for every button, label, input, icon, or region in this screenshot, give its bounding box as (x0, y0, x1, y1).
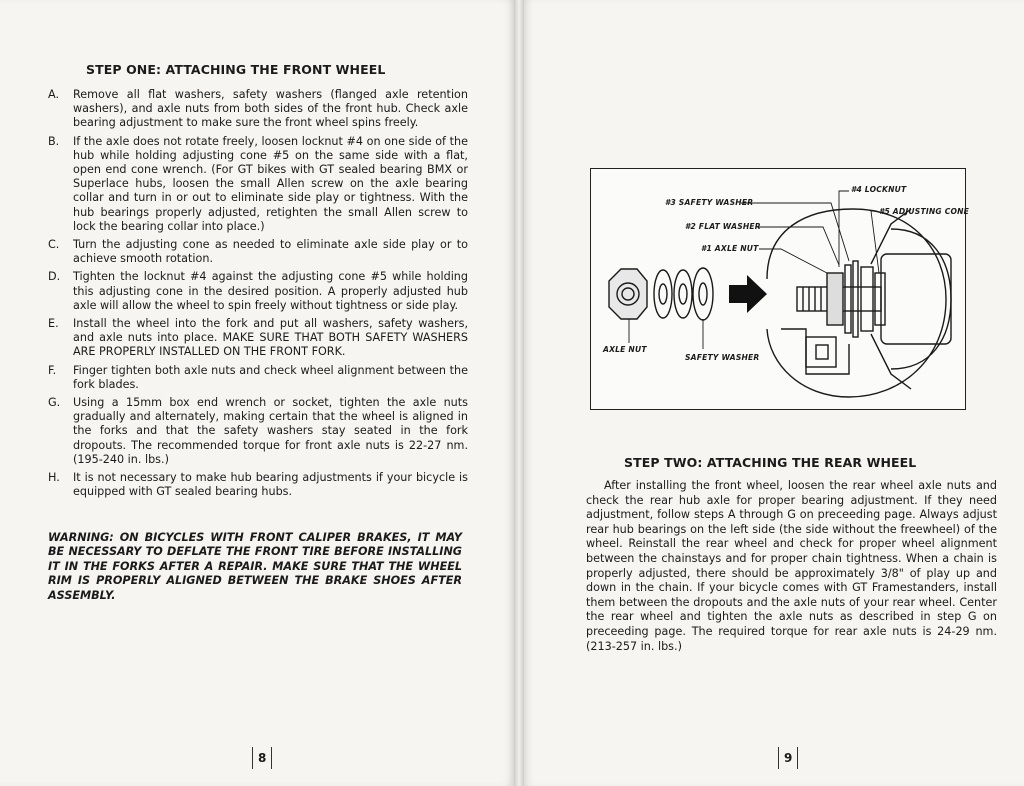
step-text: Turn the adjusting cone as needed to eliminate axle side play or to achieve smooth rotation. (73, 238, 468, 266)
step-two-heading: STEP TWO: ATTACHING THE REAR WHEEL (624, 455, 917, 470)
label-locknut: #4 LOCKNUT (851, 185, 907, 194)
step-text: Tighten the locknut #4 against the adjusting cone #5 while holding this adjusting cone in the desired position. A properly adjusted hub axle will allow the wheel to spin freely without tightness or side play. (73, 270, 468, 312)
hub-shell (891, 229, 951, 369)
washer-part-b-hole (679, 284, 687, 304)
warning-text: WARNING: ON BICYCLES WITH FRONT CALIPER BRAKES, IT MAY BE NECESSARY TO DEFLATE THE FRONT TIRE BEFORE INSTALLING IT IN THE FORKS AFTER A REPAIR. MAKE SURE THAT THE WHEEL RIM IS PROPERLY ALIGNED BETWEEN THE BRAKE SHOES AFTER ASSEMBLY. (48, 531, 462, 602)
step-text: Using a 15mm box end wrench or socket, tighten the axle nuts gradually and alternately, making certain that the wheel is aligned in the forks and that the safety washers stay seated in the fork dropouts. The recommended torque for front axle nuts is 22-27 nm. (195-240 in. lbs.) (73, 396, 468, 466)
assembly-arrow (729, 275, 767, 313)
step-letter: F. (48, 363, 57, 377)
label-safety-washer-3: #3 SAFETY WASHER (665, 198, 754, 207)
right-page (524, 0, 1024, 786)
step-text: It is not necessary to make hub bearing adjustments if your bicycle is equipped with GT sealed bearing hubs. (73, 471, 468, 499)
dropout-outline (767, 209, 946, 397)
step-text: Install the wheel into the fork and put all washers, safety washers, and axle nuts into place. MAKE SURE THAT BOTH SAFETY WASHERS ARE PROPERLY INSTALLED ON THE FRONT FORK. (73, 317, 468, 359)
axle-diagram-drawing (591, 169, 970, 411)
step-letter: H. (48, 471, 60, 485)
locknut-4 (861, 267, 873, 331)
step-item (48, 364, 468, 392)
adjusting-cone-5 (875, 273, 885, 325)
step-letter: G. (48, 396, 61, 410)
washer-part-a (654, 270, 672, 318)
step-item (48, 238, 468, 266)
axle-nut-1 (827, 273, 843, 325)
washer-part-a-hole (659, 284, 667, 304)
dropout-block (806, 337, 836, 367)
step-item (48, 317, 468, 360)
step-letter: E. (48, 317, 59, 331)
axle-threads (803, 287, 821, 311)
hub-flange (871, 209, 911, 389)
flat-washer-2 (845, 265, 851, 333)
step-item (48, 135, 468, 234)
step-item (48, 396, 468, 467)
leader-adjusting-cone (871, 211, 879, 273)
label-safety-washer: SAFETY WASHER (685, 353, 760, 362)
page-number: 9 (778, 747, 798, 769)
dropout-slot (816, 345, 828, 359)
step-letter: D. (48, 270, 61, 284)
step-item (48, 471, 468, 499)
step-letter: A. (48, 88, 60, 101)
book-gutter (514, 0, 524, 786)
step-one-list (48, 88, 468, 503)
step-letter: B. (48, 134, 60, 148)
washer-part-c-hole (699, 283, 707, 305)
step-letter: C. (48, 238, 60, 252)
step-text: Finger tighten both axle nuts and check wheel alignment between the fork blades. (73, 363, 468, 391)
washer-part-b (674, 270, 692, 318)
safety-washer-3 (853, 261, 858, 337)
axle-assembly-diagram (590, 168, 970, 410)
label-flat-washer: #2 FLAT WASHER (685, 222, 761, 231)
step-text: If the axle does not rotate freely, loosen locknut #4 on one side of the hub while holding adjusting cone #5 on the same side with a flat, open end cone wrench. (For GT bikes with GT sealed bearing BMX or Superlace hubs, loosen the small Allen screw on the axle bearing collar and turn in or out to eliminate side play or tightness. With the hub bearings properly adjusted, retighten the small Allen screw to lock the bearing collar into place.) (73, 134, 468, 233)
step-text: Remove all flat washers, safety washers (flanged axle retention washers), and axle nuts from both sides of the front hub. Check axle bearing adjustment to make sure the front wheel spins freely. (73, 88, 468, 130)
washer-part-c (693, 268, 713, 320)
page-number: 8 (252, 747, 272, 769)
label-adjusting-cone: #5 ADJUSTING CONE (879, 207, 970, 216)
step-item (48, 88, 468, 131)
label-axle-nut-1: #1 AXLE NUT (701, 244, 759, 253)
step-one-heading: STEP ONE: ATTACHING THE FRONT WHEEL (86, 62, 386, 77)
label-axle-nut: AXLE NUT (603, 345, 647, 354)
step-item (48, 270, 468, 313)
step-two-paragraph: After installing the front wheel, loosen the rear wheel axle nuts and check the rear hub axle for proper bearing adjustment. If they need adjustment, follow steps A through G on preceeding page. Always adjust rear hub bearings on the left side (the side without the freewheel) of the wheel. Reinstall the rear wheel and check for proper wheel alignment between the chainstays and for proper chain tightness. When a chain is properly adjusted, there should be approximately 3/8" of play up and down in the chain. If your bicycle comes with GT Framestanders, install them between the dropouts and the axle nuts of your rear wheel. Center the rear wheel and tighten the axle nuts as described in step G on preceeding page. The required torque for rear axle nuts is 24-29 nm. (213-257 in. lbs.) (586, 479, 997, 653)
axle-nut-part (609, 269, 647, 319)
